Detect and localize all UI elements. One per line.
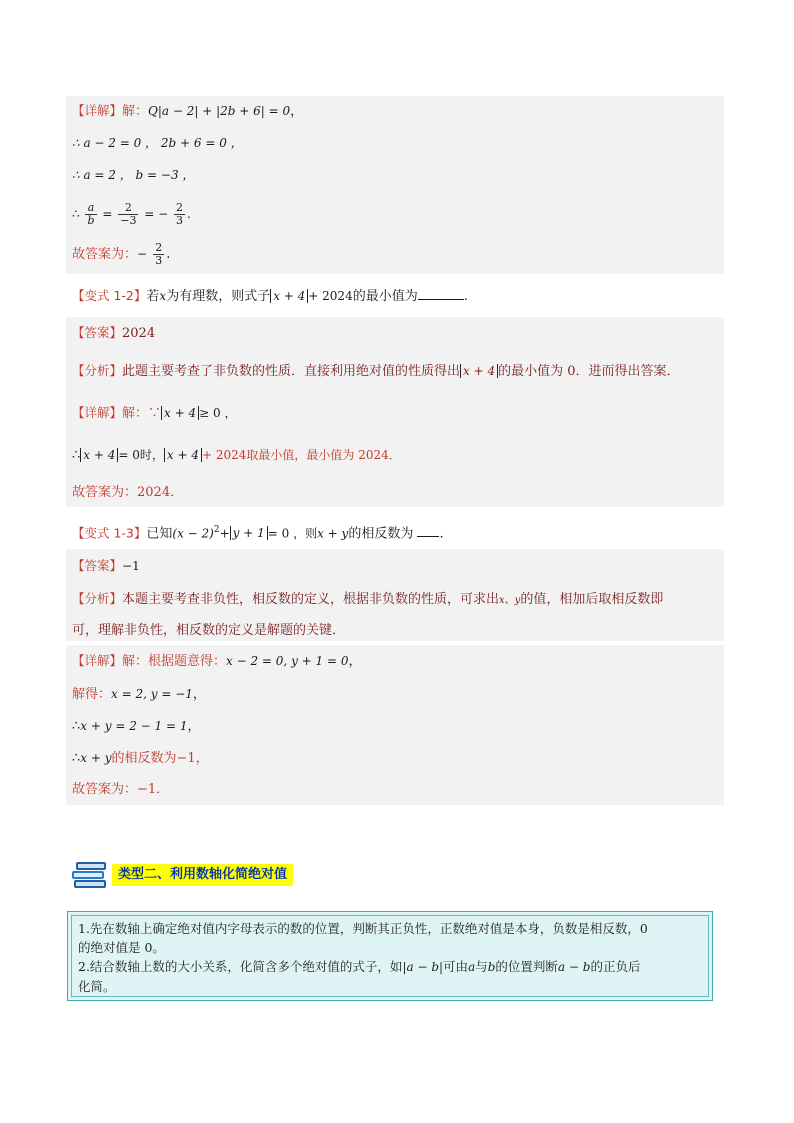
- tip-line-1: 1.先在数轴上确定绝对值内字母表示的数的位置，判断其正负性，正数绝对值是本身，负数是相反数，0: [78, 921, 648, 936]
- answer-line: 【答案】2024: [72, 325, 156, 341]
- analysis-line: 【分析】此题主要考查了非负数的性质．直接利用绝对值的性质得出 x + 4 的最小值为 0．进而得出答案．: [72, 363, 680, 379]
- detail-line-4: ∴ $\frac{a}{b}$ = $\frac{2}{-3}$ = − $\frac{2}{3}$ .: [72, 201, 191, 227]
- final-answer-line-3: 故答案为：−1．: [72, 782, 170, 797]
- section-title: 类型二、利用数轴化简绝对值: [112, 864, 293, 886]
- detail-line-3c: ∴x + y = 2 − 1 = 1，: [72, 719, 201, 734]
- tips-content: [71, 915, 709, 997]
- tip-line-3: 2.结合数轴上数的大小关系，化简含多个绝对值的式子，如|a − b|可由a与b的位置判断a − b的正负后: [78, 959, 641, 974]
- detail-line: 【详解】解：∵ x + 4 ≥ 0 ，: [72, 405, 237, 421]
- detail-line-3: ∴ a = 2 ， b = −3 ，: [72, 168, 195, 182]
- question-1-3: 【变式 1-3】已知$(x - 2)^2+ y + 1 = 0$ ，则x + y的相反数为 .: [72, 525, 444, 542]
- fraction-2-over-3: $\frac{2}{3}$: [176, 201, 184, 227]
- detail-line-3b: 解得：x = 2, y = −1，: [72, 687, 206, 702]
- answer-fraction: $\frac{2}{3}$: [155, 241, 163, 267]
- detail-tag: 【详解】: [72, 103, 123, 118]
- question-1-2: 【变式 1-2】若x为有理数，则式子 x + 4 + 2024的最小值为 .: [72, 288, 468, 304]
- question-tag: 【变式 1-2】: [72, 288, 147, 303]
- detail-line-3d: ∴x + y的相反数为−1，: [72, 751, 209, 766]
- detail-line-3a: 【详解】解：根据题意得：x − 2 = 0, y + 1 = 0，: [72, 653, 362, 669]
- tip-line-2: 的绝对值是 0。: [78, 940, 165, 955]
- answer-blank: [417, 524, 439, 537]
- detail-line-1: 【详解】解：Q|a − 2| + |2b + 6| = 0，: [72, 103, 304, 119]
- tip-line-4: 化简。: [78, 979, 116, 994]
- section-banner: [70, 858, 310, 890]
- detail-line-5: 故答案为：− $\frac{2}{3}$ .: [72, 241, 171, 267]
- answer-blank: [418, 287, 464, 300]
- analysis-line-3b: 可，理解非负性，相反数的定义是解题的关键．: [72, 623, 346, 638]
- books-icon: [70, 858, 110, 892]
- detail-line-2b: ∴ x + 4 = 0时， x + 4 + 2024取最小值，最小值为 2024．: [72, 448, 401, 463]
- fraction-a-over-b: $\frac{a}{b}$: [87, 201, 95, 227]
- fraction-2-over-neg3: $\frac{2}{-3}$: [120, 201, 137, 227]
- analysis-line-3a: 【分析】本题主要考查非负性，相反数的定义，根据非负数的性质，可求出x、y的值，相加后取相反数即: [72, 591, 664, 607]
- answer-line-3: 【答案】−1: [72, 558, 140, 573]
- tips-box: [67, 911, 713, 1001]
- detail-line-2: ∴ a − 2 = 0 ， 2b + 6 = 0 ，: [72, 136, 243, 150]
- final-answer-line: 故答案为：2024．: [72, 485, 184, 500]
